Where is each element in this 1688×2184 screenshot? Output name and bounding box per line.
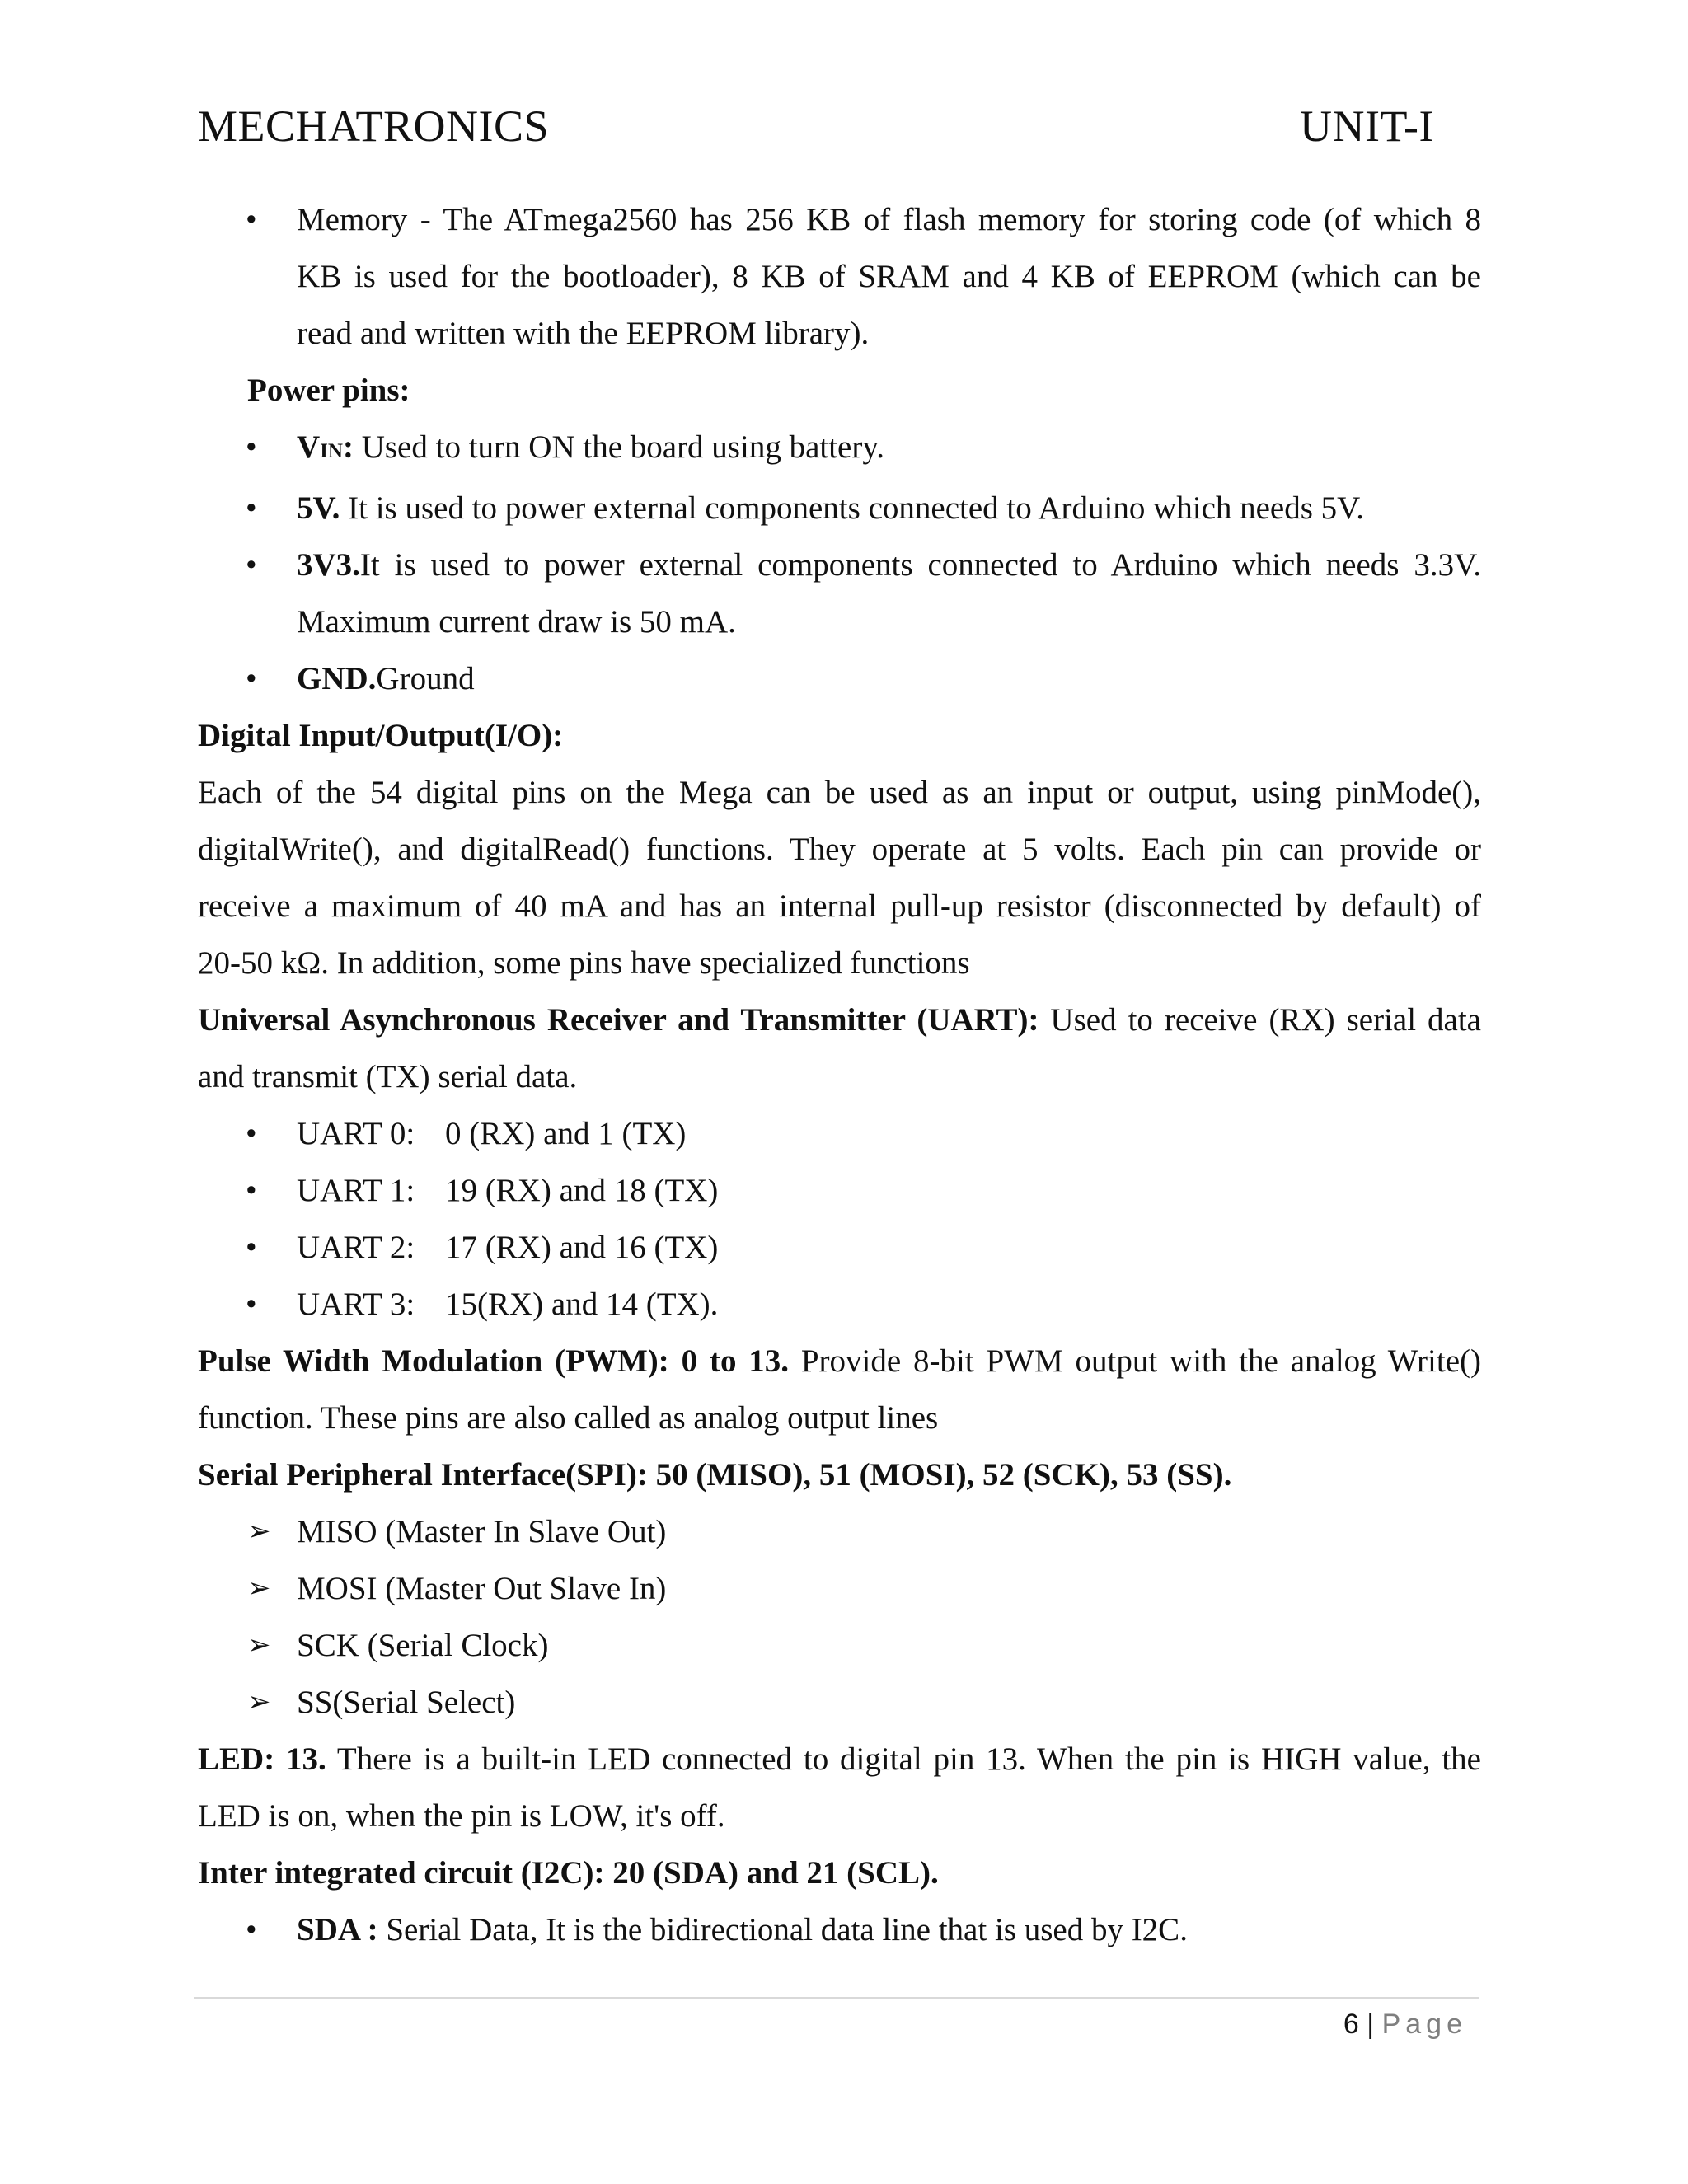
- 3v3-label: 3V3.: [297, 547, 360, 583]
- memory-line-2: KB is used for the bootloader), 8 KB of SRAM and 4 KB of EEPROM (which can be: [297, 259, 1481, 294]
- arrow-bullet-icon: ➢: [247, 1629, 271, 1661]
- bullet-icon: •: [246, 1230, 257, 1265]
- uart-item-label: UART 2:: [297, 1230, 415, 1265]
- spi-item-text: SS(Serial Select): [297, 1685, 516, 1720]
- arrow-bullet-icon: ➢: [247, 1572, 271, 1605]
- vin-label: V: [297, 429, 321, 465]
- 5v-label: 5V.: [297, 490, 340, 526]
- uart-text-2: and transmit (TX) serial data.: [198, 1059, 578, 1094]
- bullet-icon: •: [246, 1116, 257, 1151]
- uart-item-3: [198, 1276, 1481, 1333]
- page-label: Page: [1381, 2008, 1467, 2040]
- uart-item-value: 17 (RX) and 16 (TX): [445, 1230, 719, 1265]
- spi-item-0: [198, 1503, 1481, 1560]
- digital-io-heading: Digital Input/Output(I/O):: [198, 718, 564, 753]
- 5v-text: It is used to power external components connected to Arduino which needs 5V.: [340, 490, 1365, 526]
- led-paragraph: [198, 1731, 1481, 1788]
- memory-line-1: Memory - The ATmega2560 has 256 KB of flash memory for storing code (of which 8: [297, 202, 1481, 237]
- 3v3-line-2-row: [198, 593, 1481, 650]
- footer-separator: |: [1367, 2008, 1375, 2040]
- memory-line-3: read and written with the EEPROM library).: [297, 316, 870, 351]
- gnd-bullet: [198, 650, 1481, 707]
- pwm-heading: Pulse Width Modulation (PWM): 0 to 13.: [198, 1343, 790, 1379]
- i2c-heading: Inter integrated circuit (I2C): 20 (SDA) and 21 (SCL).: [198, 1855, 939, 1891]
- spi-item-3: [198, 1674, 1481, 1731]
- spi-item-text: MOSI (Master Out Slave In): [297, 1571, 667, 1606]
- header-unit: UNIT-I: [1300, 101, 1434, 151]
- led-heading: LED: 13.: [198, 1741, 326, 1777]
- uart-item-label: UART 1:: [297, 1173, 415, 1208]
- page-number: 6: [1343, 2008, 1359, 2040]
- memory-bullet: [198, 191, 1481, 248]
- vin-colon: :: [342, 429, 354, 465]
- bullet-icon: •: [246, 547, 257, 583]
- uart-text-1: Used to receive (RX) serial data: [1039, 1002, 1481, 1038]
- digital-line-3: receive a maximum of 40 mA and has an internal pull-up resistor (disconnected by default) of: [198, 888, 1481, 924]
- bullet-icon: •: [246, 661, 257, 696]
- page-header: [198, 97, 1434, 155]
- arrow-bullet-icon: ➢: [247, 1685, 271, 1718]
- uart-item-value: 0 (RX) and 1 (TX): [445, 1116, 687, 1151]
- spi-item-text: MISO (Master In Slave Out): [297, 1514, 667, 1549]
- vin-text: Used to turn ON the board using battery.: [353, 429, 885, 465]
- bullet-icon: •: [246, 1173, 257, 1208]
- bullet-icon: •: [246, 1286, 257, 1322]
- spi-item-2: [198, 1617, 1481, 1674]
- bullet-icon: •: [246, 490, 257, 526]
- sda-label: SDA :: [297, 1912, 378, 1947]
- vin-subscript: IN: [320, 440, 343, 462]
- uart-item-label: UART 3:: [297, 1286, 415, 1322]
- 3v3-text-2: Maximum current draw is 50 mA.: [297, 604, 736, 640]
- sda-bullet: [198, 1901, 1481, 1958]
- gnd-label: GND.: [297, 661, 377, 696]
- uart-heading: Universal Asynchronous Receiver and Transmitter (UART):: [198, 1002, 1039, 1038]
- led-text-1: There is a built-in LED connected to digital pin 13. When the pin is HIGH value, the: [326, 1741, 1481, 1777]
- power-pins-heading: Power pins:: [247, 373, 410, 408]
- header-subject: MECHATRONICS: [198, 101, 550, 151]
- led-text-2: LED is on, when the pin is LOW, it's off.: [198, 1798, 725, 1834]
- uart-item-label: UART 0:: [297, 1116, 415, 1151]
- 5v-bullet: [198, 480, 1481, 537]
- digital-line-2: digitalWrite(), and digitalRead() functions. They operate at 5 volts. Each pin can provide or: [198, 832, 1481, 867]
- pwm-text-2: function. These pins are also called as analog output lines: [198, 1400, 939, 1436]
- spi-item-1: [198, 1560, 1481, 1617]
- footer-divider: [194, 1997, 1479, 1999]
- page-footer: [1343, 1999, 1467, 2049]
- uart-item-value: 19 (RX) and 18 (TX): [445, 1173, 719, 1208]
- page-content: [198, 191, 1481, 1958]
- bullet-icon: •: [246, 202, 257, 237]
- uart-item-1: [198, 1162, 1481, 1219]
- pwm-text-1: Provide 8-bit PWM output with the analog Write(): [789, 1343, 1481, 1379]
- spi-heading: Serial Peripheral Interface(SPI): 50 (MISO), 51 (MOSI), 52 (SCK), 53 (SS).: [198, 1457, 1232, 1493]
- uart-item-value: 15(RX) and 14 (TX).: [445, 1286, 719, 1322]
- arrow-bullet-icon: ➢: [247, 1515, 271, 1548]
- uart-item-2: [198, 1219, 1481, 1276]
- pwm-paragraph: [198, 1333, 1481, 1390]
- uart-paragraph: [198, 991, 1481, 1048]
- 3v3-bullet: [198, 537, 1481, 593]
- sda-text: Serial Data, It is the bidirectional data line that is used by I2C.: [377, 1912, 1188, 1947]
- bullet-icon: •: [246, 429, 257, 465]
- digital-line-1: Each of the 54 digital pins on the Mega can be used as an input or output, using pinMode(),: [198, 775, 1481, 810]
- memory-line-3-row: [198, 305, 1481, 362]
- vin-bullet: [198, 419, 1481, 480]
- spi-item-text: SCK (Serial Clock): [297, 1628, 549, 1663]
- gnd-text: Ground: [376, 661, 475, 696]
- uart-item-0: [198, 1105, 1481, 1162]
- digital-line-4: 20-50 kΩ. In addition, some pins have specialized functions: [198, 945, 970, 981]
- bullet-icon: •: [246, 1912, 257, 1947]
- memory-line-2-row: [198, 248, 1481, 305]
- 3v3-text: It is used to power external components connected to Arduino which needs 3.3V.: [359, 547, 1481, 583]
